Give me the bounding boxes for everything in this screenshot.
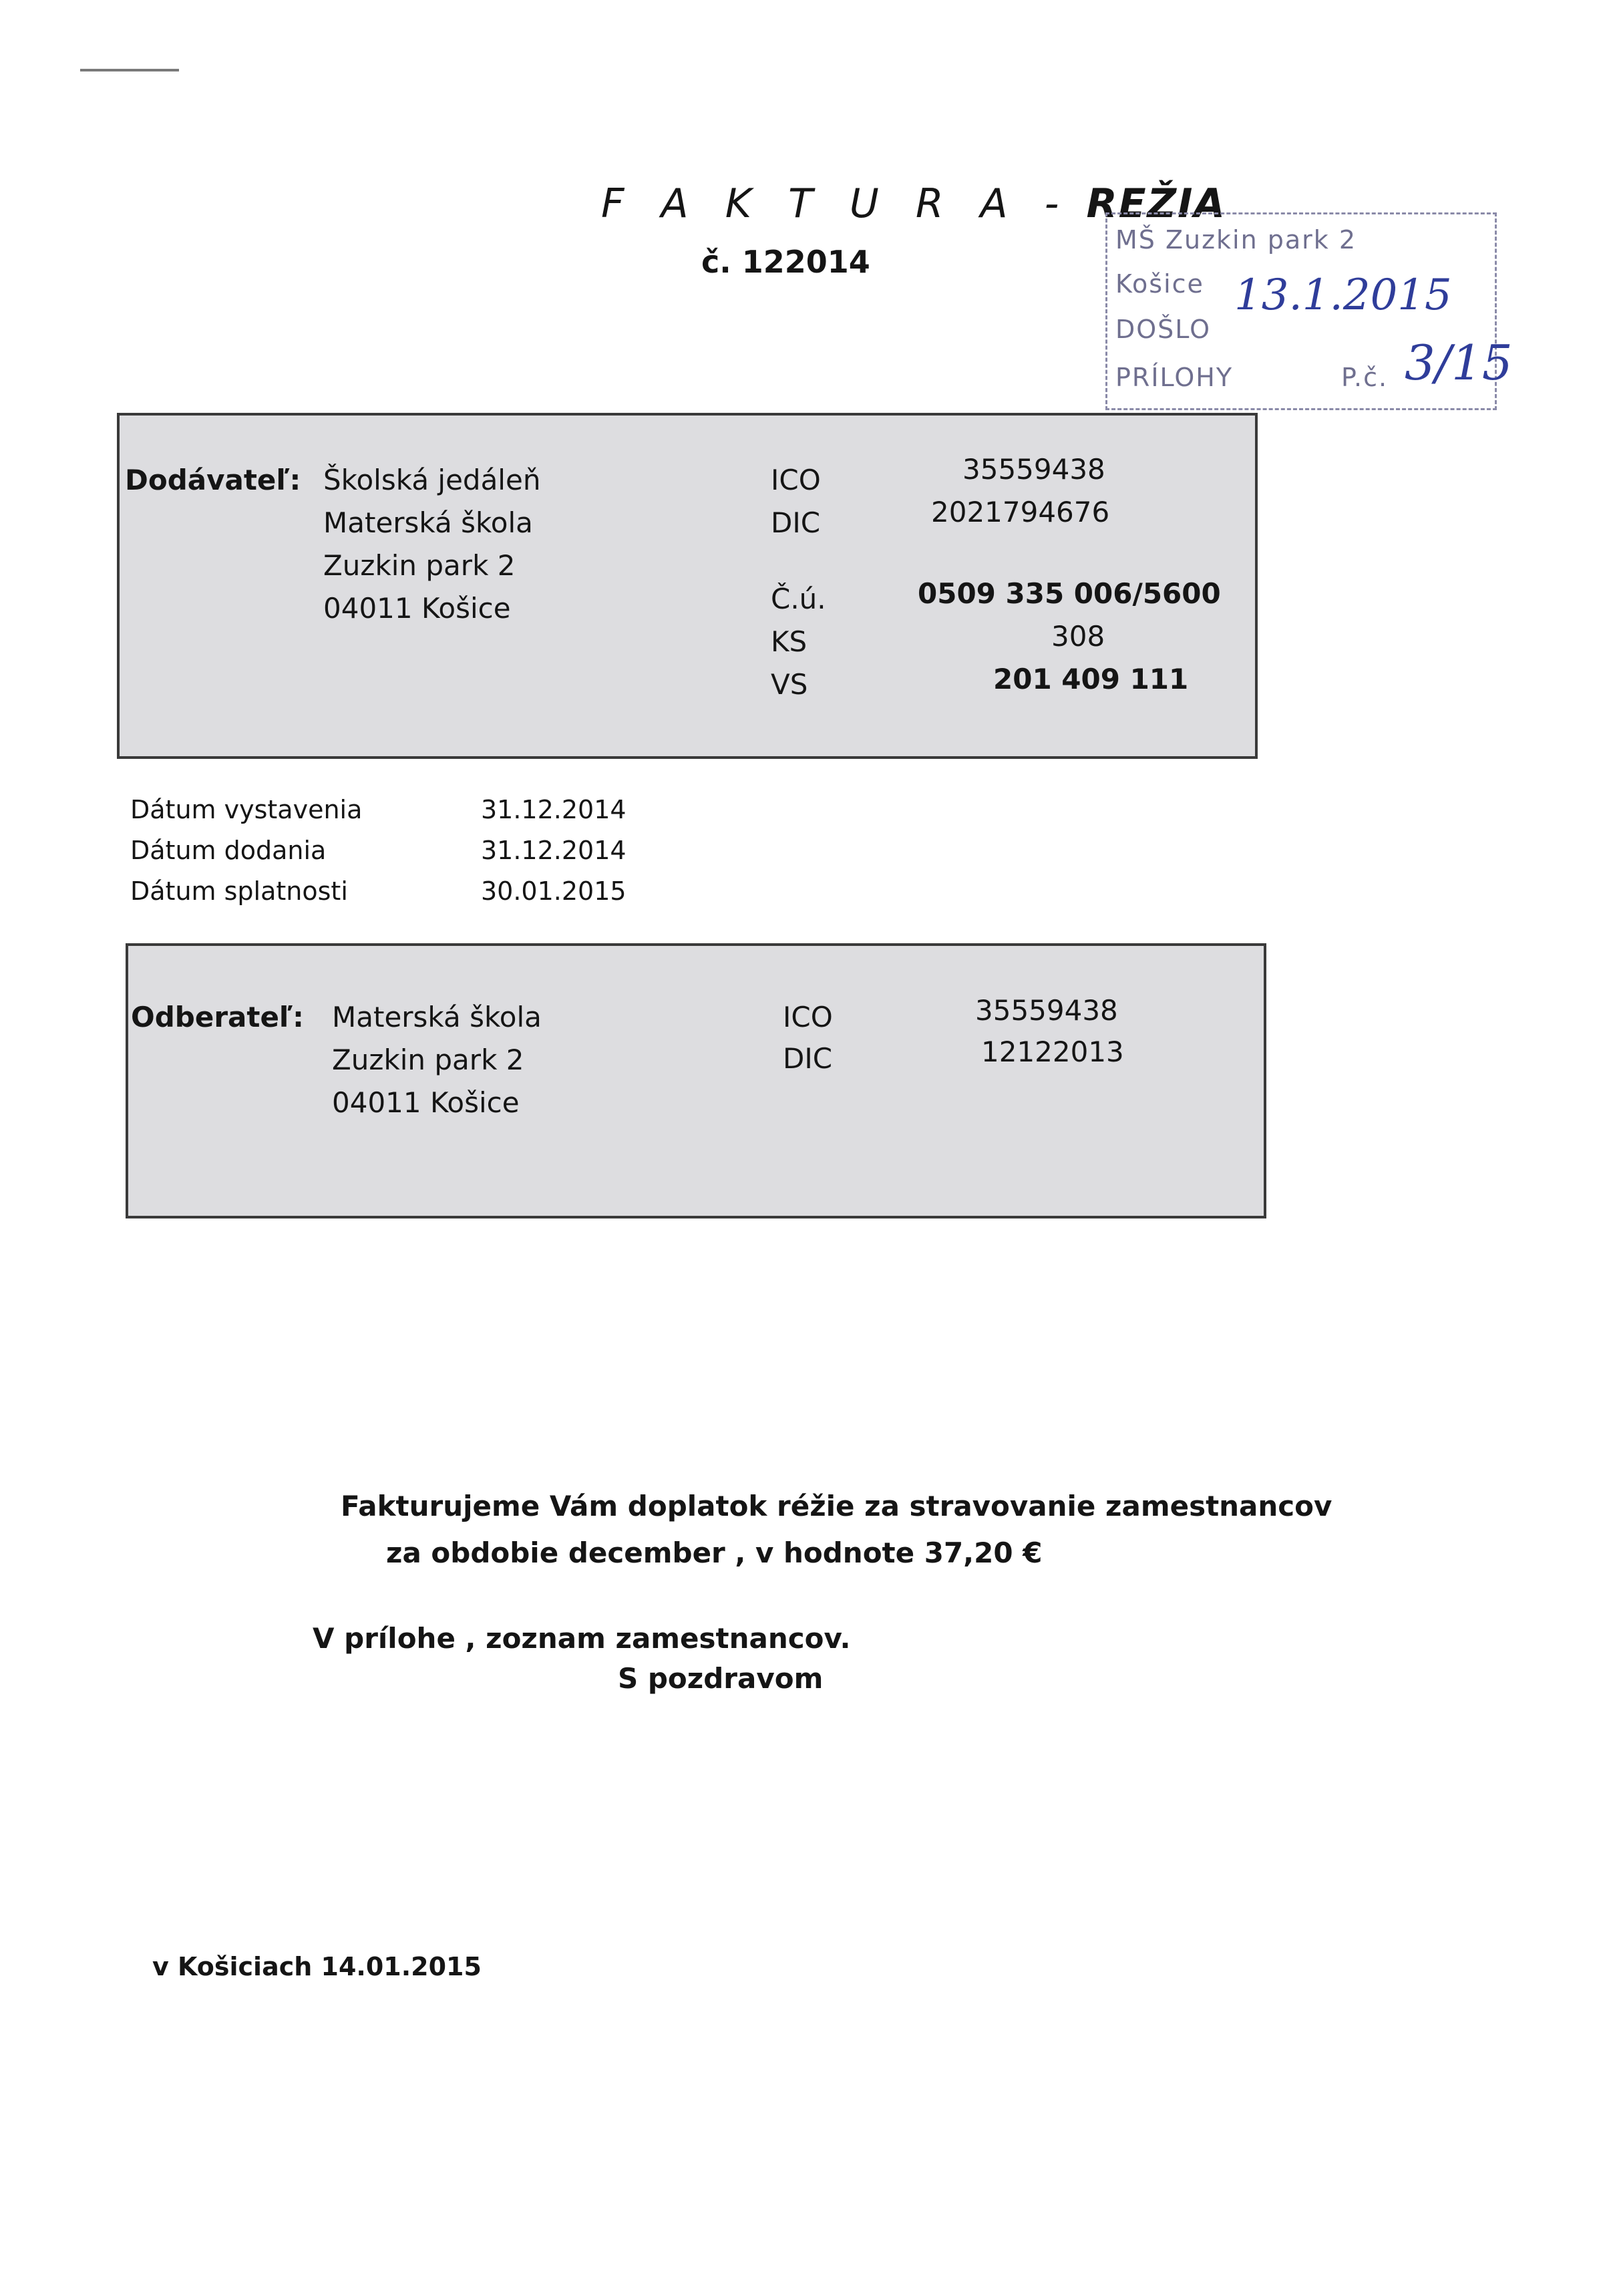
body-line-3: V prílohe , zoznam zamestnancov. — [313, 1622, 851, 1655]
body-line-4: S pozdravom — [618, 1662, 824, 1695]
body-line-1: Fakturujeme Vám doplatok réžie za stravovanie zamestnancov — [341, 1490, 1332, 1522]
due-date-label: Dátum splatnosti — [130, 876, 348, 906]
issue-date-label: Dátum vystavenia — [130, 795, 363, 824]
supplier-vs-label: VS — [771, 668, 808, 701]
title-dash: - — [1044, 180, 1062, 227]
scan-mark — [80, 69, 179, 71]
supplier-label: Dodávateľ: — [125, 464, 301, 496]
stamp-line-4: PRÍLOHY — [1115, 363, 1234, 392]
buyer-org: Materská škola — [332, 1001, 542, 1033]
stamp-line-3: DOŠLO — [1115, 315, 1212, 344]
supplier-city: 04011 Košice — [323, 592, 511, 625]
supplier-account-label: Č.ú. — [771, 583, 826, 615]
stamp-line-2: Košice — [1115, 269, 1204, 299]
issue-date-value: 31.12.2014 — [481, 795, 627, 824]
supplier-account-value: 0509 335 006/5600 — [918, 577, 1221, 610]
supplier-ico-value: 35559438 — [962, 453, 1105, 486]
body-line-2: za obdobie december , v hodnote 37,20 € — [386, 1536, 1043, 1569]
title-main: F A K T U R A — [601, 180, 1020, 227]
stamp-pc-label: P.č. — [1341, 363, 1389, 392]
supplier-dic-value: 2021794676 — [931, 496, 1110, 528]
invoice-number: č. 122014 — [701, 244, 870, 280]
title-suffix: REŽIA — [1086, 180, 1226, 227]
place-and-date: v Košiciach 14.01.2015 — [152, 1952, 482, 1981]
delivery-date-label: Dátum dodania — [130, 836, 327, 865]
stamp-handwritten-date: 13.1.2015 — [1234, 271, 1452, 320]
stamp-handwritten-number: 3/15 — [1405, 335, 1513, 391]
buyer-box — [126, 943, 1266, 1218]
supplier-dic-label: DIC — [771, 506, 821, 539]
received-stamp — [1105, 212, 1513, 410]
supplier-box — [117, 413, 1258, 759]
buyer-ico-label: ICO — [783, 1001, 833, 1033]
supplier-name: Školská jedáleň — [323, 464, 541, 496]
buyer-label: Odberateľ: — [131, 1001, 304, 1033]
buyer-ico-value: 35559438 — [975, 994, 1118, 1027]
supplier-org: Materská škola — [323, 506, 533, 539]
buyer-city: 04011 Košice — [332, 1086, 520, 1119]
due-date-value: 30.01.2015 — [481, 876, 627, 906]
supplier-ks-label: KS — [771, 625, 808, 658]
delivery-date-value: 31.12.2014 — [481, 836, 627, 865]
supplier-street: Zuzkin park 2 — [323, 549, 516, 582]
supplier-vs-value: 201 409 111 — [993, 663, 1189, 695]
stamp-line-1: MŠ Zuzkin park 2 — [1115, 225, 1357, 255]
buyer-dic-value: 12122013 — [981, 1035, 1124, 1068]
buyer-dic-label: DIC — [783, 1042, 833, 1075]
buyer-street: Zuzkin park 2 — [332, 1043, 524, 1076]
supplier-ico-label: ICO — [771, 464, 821, 496]
supplier-ks-value: 308 — [1051, 620, 1105, 653]
